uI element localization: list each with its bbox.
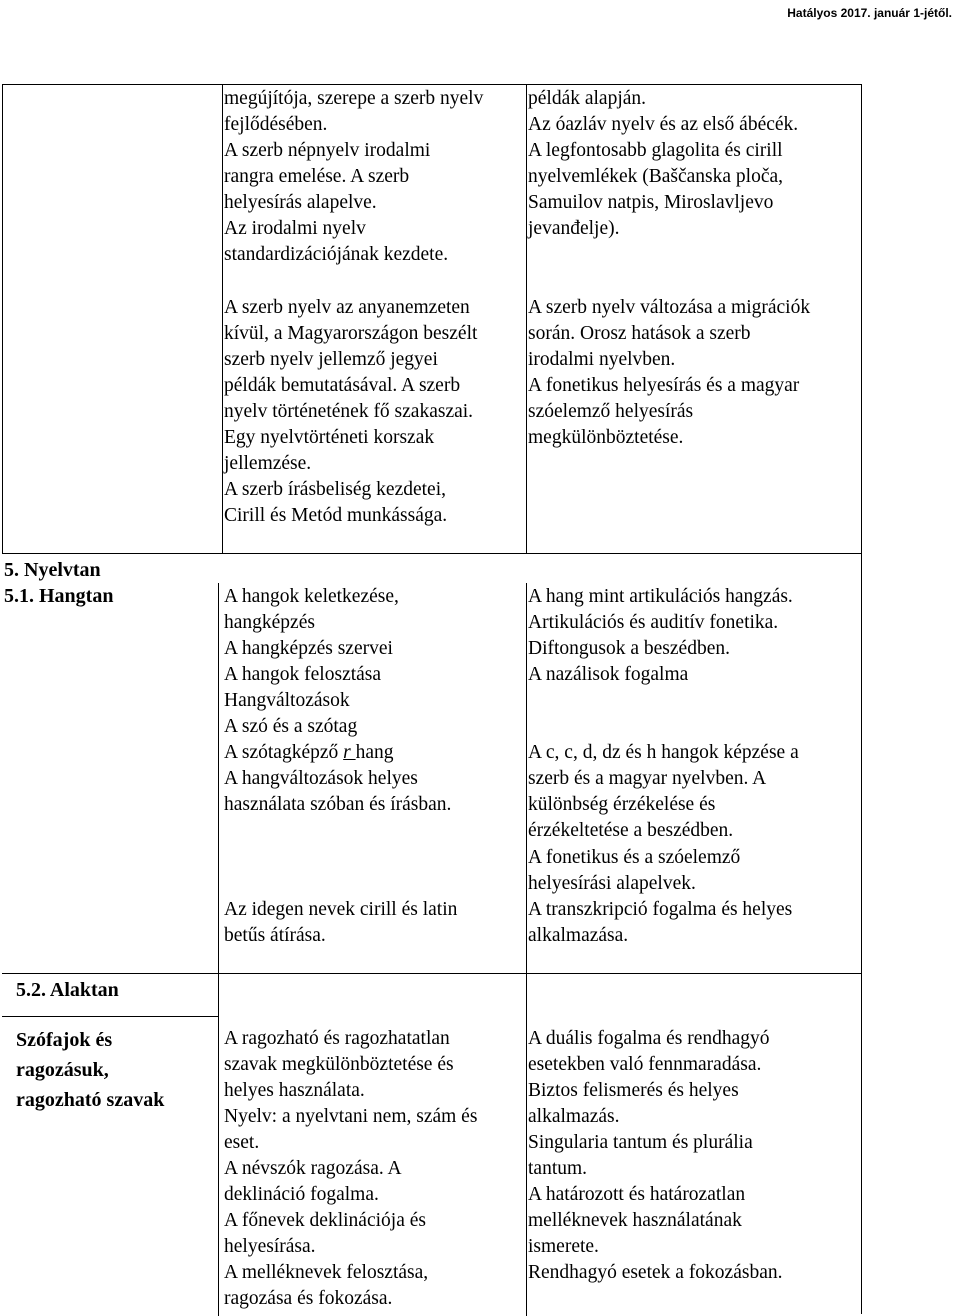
text-fragment: hang <box>355 742 394 763</box>
text-line: A szerb írásbeliség kezdetei, <box>224 479 446 500</box>
section-heading-nyelvtan: 5. Nyelvtan <box>4 559 101 581</box>
text-line: során. Orosz hatások a szerb <box>528 323 751 344</box>
text-line: deklináció fogalma. <box>224 1184 379 1205</box>
text-line: Diftongusok a beszédben. <box>528 638 730 659</box>
text-line: A szerb népnyelv irodalmi <box>224 140 431 161</box>
text-line: Hangváltozások <box>224 690 350 711</box>
text-line: betűs átírása. <box>224 925 326 946</box>
text-line: Cirill és Metód munkássága. <box>224 505 448 526</box>
text-line: A c, c, d, dz és h hangok képzése a <box>528 742 799 763</box>
text-line: A nazálisok fogalma <box>528 664 689 685</box>
text-line: példák alapján. <box>528 88 647 109</box>
topic-heading-line: ragozásuk, <box>16 1059 109 1081</box>
section-heading-alaktan: 5.2. Alaktan <box>16 979 119 1001</box>
text-line: Az óazláv nyelv és az első ábécék. <box>528 114 799 135</box>
text-line: tantum. <box>528 1158 588 1179</box>
effective-date-header: Hatályos 2017. január 1-jétől. <box>787 6 952 20</box>
text-line: alkalmazása. <box>528 925 629 946</box>
text-line: nyelvemlékek (Baščanska ploča, <box>528 166 784 187</box>
col-divider-lower-2 <box>526 583 527 1316</box>
text-fragment: A szótagképző <box>224 742 344 763</box>
text-line: A főnevek deklinációja és <box>224 1210 426 1231</box>
text-line: eset. <box>224 1132 260 1153</box>
section-heading-hangtan: 5.1. Hangtan <box>4 585 114 607</box>
text-line: szóelemző helyesírás <box>528 401 694 422</box>
text-line: kívül, a Magyarországon beszélt <box>224 323 478 344</box>
text-line: Az idegen nevek cirill és latin <box>224 899 458 920</box>
text-line: Nyelv: a nyelvtani nem, szám és <box>224 1106 478 1127</box>
text-line: ragozása és fokozása. <box>224 1288 393 1309</box>
text-line: A névszók ragozása. A <box>224 1158 402 1179</box>
table-col-divider-1 <box>222 84 223 554</box>
text-line: A transzkripció fogalma és helyes <box>528 899 793 920</box>
table-border-right <box>861 84 862 1314</box>
text-line: A hangok keletkezése, <box>224 586 399 607</box>
text-line: standardizációjának kezdete. <box>224 244 449 265</box>
text-line: A legfontosabb glagolita és cirill <box>528 140 783 161</box>
text-line: megújítója, szerepe a szerb nyelv <box>224 88 484 109</box>
text-line: fejlődésében. <box>224 114 328 135</box>
text-line: helyes használata. <box>224 1080 365 1101</box>
text-line: A szerb nyelv változása a migrációk <box>528 297 811 318</box>
text-line: jevanđelje). <box>528 218 620 239</box>
text-line: Egy nyelvtörténeti korszak <box>224 427 435 448</box>
text-line: A hang mint artikulációs hangzás. <box>528 586 793 607</box>
text-line: Az irodalmi nyelv <box>224 218 366 239</box>
text-line: helyesírás alapelve. <box>224 192 377 213</box>
text-line: rangra emelése. A szerb <box>224 166 410 187</box>
text-line: A ragozható és ragozhatatlan <box>224 1028 450 1049</box>
text-line: megkülönböztetése. <box>528 427 684 448</box>
text-line: A szerb nyelv az anyanemzeten <box>224 297 470 318</box>
text-line: Samuilov natpis, Miroslavljevo <box>528 192 774 213</box>
text-line: jellemzése. <box>224 453 312 474</box>
text-line: Artikulációs és auditív fonetika. <box>528 612 779 633</box>
text-line: szerb és a magyar nyelvben. A <box>528 768 767 789</box>
text-line: szerb nyelv jellemző jegyei <box>224 349 438 370</box>
text-line: Rendhagyó esetek a fokozásban. <box>528 1262 783 1283</box>
text-line: A hangváltozások helyes <box>224 768 418 789</box>
row-divider-3 <box>2 1016 218 1017</box>
row-divider-2 <box>2 973 861 974</box>
text-line: használata szóban és írásban. <box>224 794 452 815</box>
text-line: példák bemutatásával. A szerb <box>224 375 461 396</box>
table-border-left <box>2 84 3 554</box>
topic-heading-line: Szófajok és <box>16 1029 113 1051</box>
text-line: esetekben való fennmaradása. <box>528 1054 762 1075</box>
table-col-divider-2 <box>526 84 527 554</box>
text-line: érzékeltetése a beszédben. <box>528 820 734 841</box>
text-line: A szó és a szótag <box>224 716 358 737</box>
text-line: ismerete. <box>528 1236 599 1257</box>
text-line: alkalmazás. <box>528 1106 620 1127</box>
text-line: A hangképzés szervei <box>224 638 393 659</box>
text-line: szavak megkülönböztetése és <box>224 1054 454 1075</box>
text-line: hangképzés <box>224 612 315 633</box>
row-divider-1 <box>2 553 861 554</box>
text-line: helyesírása. <box>224 1236 316 1257</box>
topic-heading-line: ragozható szavak <box>16 1089 165 1111</box>
text-line-syllabic-r <box>224 740 394 766</box>
text-line: nyelv történetének fő szakaszai. <box>224 401 474 422</box>
text-line: helyesírási alapelvek. <box>528 873 696 894</box>
table-border-top <box>2 84 861 85</box>
text-line: Singularia tantum és plurália <box>528 1132 753 1153</box>
italic-underlined-r: r <box>343 742 356 763</box>
text-line: A melléknevek felosztása, <box>224 1262 429 1283</box>
text-line: Biztos felismerés és helyes <box>528 1080 739 1101</box>
text-line: A határozott és határozatlan <box>528 1184 746 1205</box>
text-line: A hangok felosztása <box>224 664 382 685</box>
text-line: irodalmi nyelvben. <box>528 349 676 370</box>
text-line: A fonetikus és a szóelemző <box>528 847 741 868</box>
text-line: A fonetikus helyesírás és a magyar <box>528 375 800 396</box>
col-divider-lower-1 <box>218 583 219 1316</box>
text-line: A duális fogalma és rendhagyó <box>528 1028 770 1049</box>
text-line: melléknevek használatának <box>528 1210 742 1231</box>
text-line: különbség érzékelése és <box>528 794 716 815</box>
